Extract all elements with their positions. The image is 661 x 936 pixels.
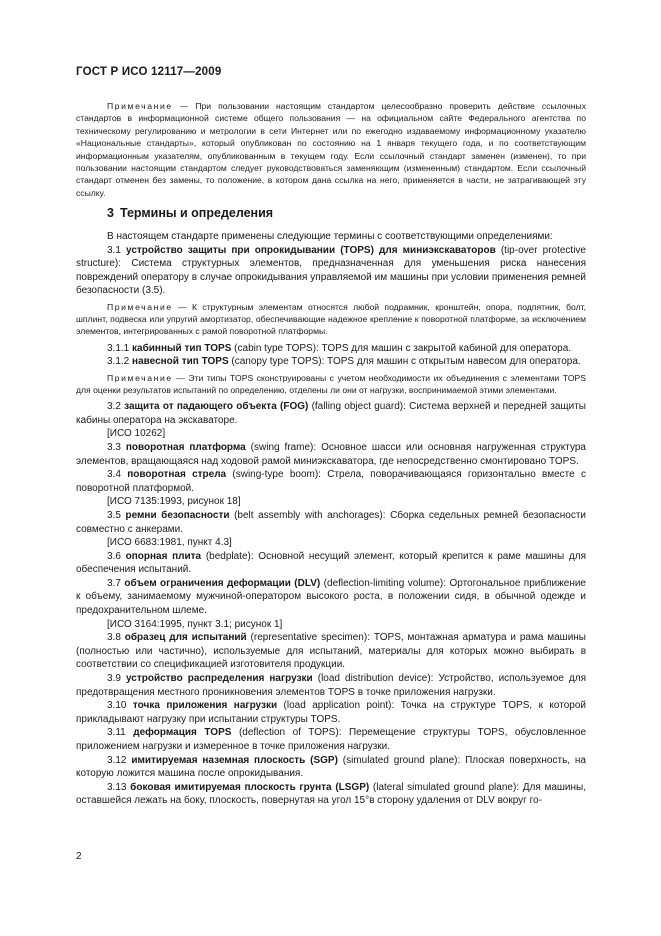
term-definition: (load distribution device): Устройство, используемое для предотвращения местного проникновения элементов TOPS в точке приложения нагрузки.	[76, 673, 587, 698]
term-number: 3.7	[107, 577, 121, 589]
term-3-11	[76, 726, 586, 753]
term-title: кабинный тип TOPS	[132, 342, 232, 354]
term-definition: (simulated ground plane): Плоская поверхность, на которую ложится машина после опрокидывания.	[76, 754, 586, 780]
term-definition: (lateral simulated ground plane): Для машины, оставшейся лежать на боку, плоскость, повернутая на угол 15°в сторону удаления от DLV вокруг го-	[76, 781, 587, 807]
term-definition: (deflection of TOPS): Перемещение структуры TOPS, обусловленное приложением нагрузки и измеренное в точке приложения нагрузки.	[76, 727, 587, 753]
term-definition: (tip-over protective structure): Система структурных элементов, предназначенная для уменьшения риска нанесения повреждений оператору в случае опрокидывания управляемой им машины при условии применения ремней безопасности (3.5).	[76, 244, 586, 297]
term-title: навесной тип TOPS	[132, 356, 229, 368]
term-definition: (load application point): Точка на структуре TOPS, к которой прикладывают нагрузку при испытании структуры TOPS.	[76, 700, 586, 725]
term-definition: (representative specimen): TOPS, монтажная арматура и рама машины (полностью или частично), используемые для испытаний, материалы для которых можно выбирать в соответствии со спецификацией изготовителя продукции.	[76, 632, 586, 671]
term-reference: [ИСО 6683:1981, пункт 4.3]	[107, 537, 232, 549]
term-3-13	[76, 781, 586, 808]
term-reference: [ИСО 3164:1995, пункт 3.1; рисунок 1]	[107, 618, 283, 630]
term-title: поворотная платформа	[125, 441, 246, 453]
note-text: — К структурным элементам относятся любой подрамник, кронштейн, опора, подпятник, болт, шплинт, подвеска или упругий амортизатор, обеспечивающие надежное крепление к поворотной платформе, за исключением элементов, интегрированных с рамой поворотной платформы.	[76, 301, 587, 337]
term-3-5	[76, 509, 586, 536]
term-number: 3.11	[107, 727, 126, 739]
term-3-8	[76, 631, 586, 672]
term-definition: (deflection-limiting volume): Ортогональное приближение к объему, занимаемому мужчиной-оператором высокого роста, в положении сидя, в обычной одежде и предохранительном шлеме.	[76, 577, 586, 617]
term-title: устройство распределения нагрузки	[125, 673, 313, 685]
note-tops-types	[76, 372, 586, 396]
term-title: устройство защиты при опрокидывании (TOPS) для миниэкскаваторов	[126, 244, 496, 256]
section-number: 3	[107, 206, 114, 220]
note-structural	[76, 301, 586, 338]
section-title: Термины и определения	[119, 206, 274, 220]
note-label: Примечание	[107, 301, 173, 312]
note-text: — При пользовании настоящим стандартом целесообразно проверить действие ссылочных стандартов в информационной системе общего пользования — на официальном сайте Федерального агентства по техническому регулированию и метрологии в сети Интернет или по ежегодно издаваемому информационному указателю «Национальные стандарты», который опубликован по состоянию на 1 января текущего года, и по соответствующим информационным указателям, опубликованным в текущем году. Если ссылочный стандарт заменен (изменен), то при пользовании настоящим стандартом следует руководствоваться заменяющим (измененным) стандартом. Если ссылочный стандарт отменен без замены, то положение, в котором дана ссылка на него, применяется в части, не затрагивающей эту ссылку.	[76, 101, 586, 198]
note-references	[76, 100, 586, 199]
term-number: 3.4	[107, 469, 121, 481]
term-definition: (canopy type TOPS): TOPS для машин с открытым навесом для оператора.	[231, 356, 581, 368]
term-title: боковая имитируемая плоскость грунта (LSGP)	[130, 781, 370, 793]
note-label: Примечание	[107, 372, 173, 383]
document-header: ГОСТ Р ИСО 12117—2009	[76, 66, 222, 78]
term-number: 3.5	[107, 509, 121, 521]
term-definition: (bedplate): Основной несущий элемент, который крепится к раме машины для обеспечения испытаний.	[76, 550, 587, 576]
term-number: 3.6	[107, 550, 121, 562]
term-reference: [ИСО 10262]	[107, 428, 166, 440]
term-3-6	[76, 550, 586, 577]
note-label: Примечание	[107, 101, 173, 111]
page-number: 2	[76, 851, 82, 862]
term-number: 3.9	[107, 673, 121, 685]
term-number: 3.13	[107, 781, 127, 793]
note-text: — Эти типы TOPS сконструированы с учетом необходимости их объединения с элементами TOPS для оценки результатов испытаний по определению, отделены ли они от нагрузки, воспринимаемой этими элементами.	[76, 372, 586, 395]
section-body	[76, 230, 586, 808]
term-title: образец для испытаний	[124, 632, 247, 644]
term-3-2	[76, 400, 586, 427]
term-number: 3.1.1	[107, 342, 130, 354]
intro-paragraph: В настоящем стандарте применены следующие термины с соответствующими определениями:	[107, 231, 553, 242]
term-3-1	[76, 244, 586, 298]
term-3-4	[76, 468, 586, 495]
term-number: 3.8	[107, 632, 121, 644]
term-title: имитируемая наземная плоскость (SGP)	[131, 754, 338, 766]
term-definition: (falling object guard): Система верхней и передней защиты кабины оператора на экскаваторе.	[76, 401, 586, 426]
term-title: точка приложения нагрузки	[132, 700, 278, 712]
term-number: 3.2	[107, 401, 121, 413]
term-title: ремни безопасности	[125, 509, 230, 521]
term-definition: (cabin type TOPS): TOPS для машин с закрытой кабиной для оператора.	[234, 342, 572, 354]
term-3-3	[76, 441, 586, 468]
term-title: объем ограничения деформации (DLV)	[124, 577, 321, 589]
term-3-7	[76, 577, 586, 618]
term-reference: [ИСО 7135:1993, рисунок 18]	[107, 496, 241, 508]
term-number: 3.12	[107, 754, 127, 766]
section-heading	[76, 206, 273, 220]
term-number: 3.1	[107, 244, 121, 256]
term-number: 3.10	[107, 700, 127, 712]
term-3-1-2	[76, 355, 586, 369]
term-definition: (swing-type boom): Стрела, поворачивающаяся горизонтально вместе с поворотной платформой.	[76, 469, 586, 494]
term-definition: (belt assembly with anchorages): Сборка седельных ремней безопасности совместно с анкерами.	[76, 509, 587, 535]
term-number: 3.1.2	[107, 356, 130, 368]
term-title: поворотная стрела	[127, 469, 227, 481]
term-title: опорная плита	[125, 550, 202, 562]
term-3-12	[76, 754, 586, 781]
term-title: деформация TOPS	[133, 727, 232, 739]
term-3-9	[76, 672, 586, 699]
term-title: защита от падающего объекта (FOG)	[124, 401, 309, 413]
term-3-10	[76, 699, 586, 726]
term-3-1-1	[76, 342, 586, 356]
term-definition: (swing frame): Основное шасси или основная нагруженная структура элементов, вращающаяся над ходовой рамой миниэкскаватора, где непосредственно смонтировано TOPS.	[76, 441, 586, 467]
term-number: 3.3	[107, 441, 121, 453]
